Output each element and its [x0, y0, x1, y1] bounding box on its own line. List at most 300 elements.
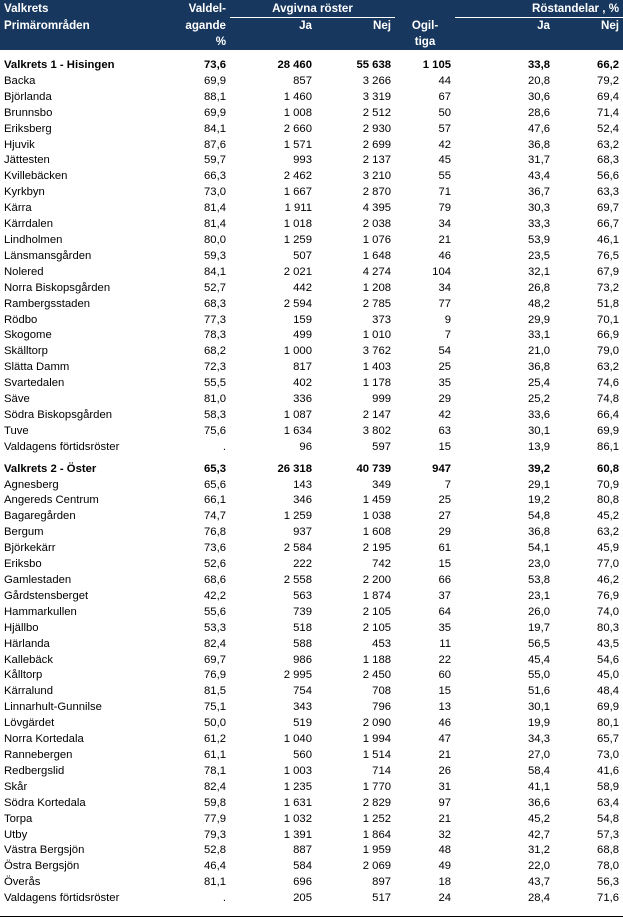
ja-votes-cell: 507: [293, 249, 312, 262]
valdeltagande-cell: 84,1: [204, 265, 226, 278]
nej-share-cell: 63,2: [597, 526, 620, 539]
ja-votes-cell: 205: [293, 892, 312, 905]
table-row: [0, 796, 623, 812]
ja-votes-cell: 1 008: [283, 106, 312, 119]
area-name-cell: Eriksberg: [4, 122, 52, 135]
ja-votes-cell: 937: [293, 526, 312, 539]
ja-votes-cell: 887: [293, 844, 312, 857]
ogiltiga-cell: 42: [438, 408, 452, 421]
table-row: [0, 637, 623, 653]
valdeltagande-cell: 78,3: [204, 329, 226, 342]
ja-share-cell: 45,4: [528, 653, 551, 666]
ogiltiga-cell: 1 105: [422, 59, 452, 71]
ogiltiga-cell: 34: [438, 281, 452, 294]
ogiltiga-cell: 104: [432, 265, 452, 278]
table-row: [0, 344, 623, 360]
ja-votes-cell: 1 003: [283, 764, 312, 777]
nej-share-cell: 70,1: [597, 313, 620, 326]
valkrets-total-row: [0, 462, 623, 478]
nej-share-cell: 86,1: [597, 440, 620, 453]
ja-share-cell: 30,3: [528, 202, 551, 215]
ogiltiga-cell: 77: [438, 297, 452, 310]
valdeltagande-cell: 42,2: [204, 589, 226, 602]
valdeltagande-cell: 50,0: [204, 717, 226, 730]
table-row: [0, 138, 623, 154]
valdeltagande-cell: 75,1: [204, 701, 226, 714]
area-name-cell: Agnesberg: [4, 478, 59, 491]
area-name-cell: Valdagens förtidsröster: [4, 892, 120, 905]
nej-share-cell: 71,6: [597, 892, 620, 905]
nej-votes-cell: 1 208: [362, 281, 392, 294]
valdeltagande-cell: 46,4: [204, 860, 226, 873]
ogiltiga-cell: 55: [438, 170, 452, 183]
header-valdel-line2: agande: [168, 18, 230, 35]
table-row: [0, 716, 623, 732]
nej-share-cell: 66,7: [597, 218, 620, 231]
ogiltiga-cell: 7: [444, 478, 452, 491]
table-row: [0, 217, 623, 233]
nej-votes-cell: 2 069: [362, 860, 392, 873]
nej-votes-cell: 349: [372, 478, 392, 491]
table-row: [0, 748, 623, 764]
nej-share-cell: 77,0: [597, 558, 620, 571]
table-row: [0, 684, 623, 700]
area-name-cell: Länsmansgården: [4, 249, 92, 262]
ogiltiga-cell: 15: [438, 558, 452, 571]
area-name-cell: Björlanda: [4, 90, 52, 103]
ja-share-cell: 23,5: [528, 249, 551, 262]
nej-share-cell: 54,6: [597, 653, 620, 666]
ja-share-cell: 53,9: [528, 233, 551, 246]
table-row: [0, 653, 623, 669]
ogiltiga-cell: 44: [438, 74, 452, 87]
ja-votes-cell: 993: [293, 154, 312, 167]
ja-share-cell: 33,1: [528, 329, 551, 342]
nej-votes-cell: 2 870: [362, 186, 392, 199]
nej-votes-cell: 373: [372, 313, 392, 326]
nej-share-cell: 66,4: [597, 408, 620, 421]
ja-votes-cell: 588: [293, 637, 312, 650]
nej-share-cell: 45,0: [597, 669, 620, 682]
ja-share-cell: 27,0: [528, 748, 551, 761]
nej-share-cell: 45,2: [597, 510, 620, 523]
ogiltiga-cell: 61: [438, 542, 452, 555]
area-name-cell: Bergum: [4, 526, 44, 539]
valdeltagande-cell: 72,3: [204, 361, 226, 374]
nej-share-cell: 79,2: [597, 74, 620, 87]
area-name-cell: Gamlestaden: [4, 574, 72, 586]
ja-votes-cell: 1 040: [283, 733, 312, 746]
ja-votes-cell: 1 631: [283, 796, 312, 809]
ja-share-cell: 33,3: [528, 218, 551, 231]
nej-share-cell: 73,0: [597, 748, 620, 761]
area-name-cell: Valdagens förtidsröster: [4, 440, 120, 453]
valdeltagande-cell: 73,6: [204, 59, 226, 71]
area-name-cell: Södra Biskopsgården: [4, 408, 113, 421]
valdeltagande-cell: 58,3: [204, 408, 226, 421]
table-row: [0, 764, 623, 780]
ja-share-cell: 29,1: [528, 478, 551, 491]
nej-share-cell: 71,4: [597, 106, 620, 119]
area-name-cell: Jättesten: [4, 154, 50, 167]
nej-votes-cell: 55 638: [356, 59, 392, 71]
ja-votes-cell: 26 318: [277, 462, 312, 475]
table-row: [0, 589, 623, 605]
table-row: [0, 493, 623, 509]
ogiltiga-cell: 7: [444, 329, 452, 342]
ja-votes-cell: 1 235: [283, 780, 312, 793]
valdeltagande-cell: 84,1: [204, 122, 226, 135]
ja-share-cell: 19,9: [528, 717, 551, 730]
valdeltagande-cell: 75,6: [204, 424, 226, 437]
nej-votes-cell: 1 403: [362, 361, 392, 374]
ogiltiga-cell: 48: [438, 844, 452, 857]
header-valdel-line3: %: [168, 34, 230, 50]
area-name-cell: Angereds Centrum: [4, 494, 99, 507]
ogiltiga-cell: 34: [438, 218, 452, 231]
ja-share-cell: 29,9: [528, 313, 551, 326]
nej-votes-cell: 796: [372, 701, 392, 714]
table-row: [0, 573, 623, 589]
nej-votes-cell: 1 994: [362, 733, 392, 746]
valdeltagande-cell: 66,3: [204, 170, 226, 183]
nej-votes-cell: 1 178: [362, 377, 392, 390]
valdeltagande-cell: 59,8: [204, 796, 226, 809]
ja-votes-cell: 159: [293, 313, 312, 326]
nej-votes-cell: 1 770: [362, 780, 392, 793]
ogiltiga-cell: 11: [439, 637, 452, 650]
valdeltagande-cell: .: [222, 440, 226, 453]
header-blank: [316, 34, 395, 50]
area-name-cell: Valkrets 2 - Öster: [4, 462, 97, 475]
nej-votes-cell: 2 137: [362, 154, 392, 167]
ja-share-cell: 31,7: [528, 154, 551, 167]
nej-share-cell: 63,3: [597, 186, 620, 199]
ogiltiga-cell: 79: [438, 202, 452, 215]
area-name-cell: Hjällbo: [4, 621, 39, 634]
area-name-cell: Nolered: [4, 265, 44, 278]
nej-share-cell: 57,3: [597, 828, 620, 841]
nej-votes-cell: 597: [372, 440, 392, 453]
nej-votes-cell: 453: [372, 637, 392, 650]
nej-share-cell: 73,2: [597, 281, 620, 294]
ogiltiga-cell: 25: [438, 361, 452, 374]
table-row: [0, 265, 623, 281]
header-ja: Ja: [230, 18, 316, 35]
valdeltagande-cell: 59,7: [204, 154, 226, 167]
ogiltiga-cell: 46: [438, 249, 452, 262]
nej-share-cell: 78,0: [597, 860, 620, 873]
ja-votes-cell: 1 259: [283, 510, 312, 523]
area-name-cell: Södra Kortedala: [4, 796, 86, 809]
nej-votes-cell: 3 762: [362, 345, 392, 358]
nej-votes-cell: 1 874: [362, 589, 392, 602]
nej-share-cell: 46,2: [597, 574, 620, 586]
header-ja-pct: Ja: [455, 18, 554, 35]
nej-share-cell: 74,8: [597, 393, 620, 406]
table-row: [0, 201, 623, 217]
ja-share-cell: 33,8: [528, 59, 551, 71]
ogiltiga-cell: 21: [438, 812, 452, 825]
ja-votes-cell: 143: [293, 478, 312, 491]
ogiltiga-cell: 46: [438, 717, 452, 730]
nej-share-cell: 63,4: [597, 796, 620, 809]
area-name-cell: Redbergslid: [4, 764, 65, 777]
area-name-cell: Tuve: [4, 424, 29, 437]
ja-share-cell: 45,2: [528, 812, 551, 825]
nej-share-cell: 56,3: [597, 876, 620, 889]
nej-votes-cell: 4 274: [362, 265, 392, 278]
ja-votes-cell: 1 634: [283, 424, 312, 437]
ja-share-cell: 54,8: [528, 510, 551, 523]
table-row: [0, 328, 623, 344]
valdeltagande-cell: 74,7: [204, 510, 226, 523]
header-ogil-line1: Ogil-: [395, 18, 455, 35]
ja-share-cell: 30,1: [528, 424, 551, 437]
area-name-cell: Norra Biskopsgården: [4, 281, 111, 294]
area-name-cell: Kvillebäcken: [4, 170, 68, 183]
area-name-cell: Rambergsstaden: [4, 297, 91, 310]
header-blank: [455, 34, 554, 50]
ogiltiga-cell: 47: [438, 733, 452, 746]
area-name-cell: Svartedalen: [4, 377, 65, 390]
nej-share-cell: 66,2: [597, 59, 620, 71]
valdeltagande-cell: 73,0: [204, 186, 226, 199]
nej-share-cell: 63,2: [597, 361, 620, 374]
ogiltiga-cell: 31: [438, 780, 452, 793]
ogiltiga-cell: 15: [438, 440, 452, 453]
ja-share-cell: 47,6: [528, 122, 551, 135]
valdeltagande-cell: 77,3: [204, 313, 226, 326]
nej-votes-cell: 897: [372, 876, 392, 889]
area-name-cell: Hjuvik: [4, 138, 35, 151]
nej-votes-cell: 1 252: [362, 812, 392, 825]
ja-votes-cell: 2 594: [283, 297, 312, 310]
nej-share-cell: 70,9: [597, 478, 620, 491]
valdeltagande-cell: 73,6: [204, 542, 226, 555]
nej-votes-cell: 1 608: [362, 526, 392, 539]
ogiltiga-cell: 32: [438, 828, 452, 841]
nej-share-cell: 67,9: [597, 265, 620, 278]
ogiltiga-cell: 24: [438, 892, 452, 905]
nej-votes-cell: 2 829: [362, 796, 392, 809]
table-row: [0, 812, 623, 828]
nej-share-cell: 69,7: [597, 202, 620, 215]
ja-share-cell: 32,1: [528, 265, 551, 278]
header-blank: [230, 34, 316, 50]
area-name-cell: Rannebergen: [4, 748, 73, 761]
nej-share-cell: 69,9: [597, 424, 620, 437]
nej-share-cell: 43,5: [597, 637, 620, 650]
ogiltiga-cell: 35: [438, 377, 452, 390]
table-row: [0, 780, 623, 796]
valdeltagande-cell: 69,9: [204, 74, 226, 87]
nej-votes-cell: 2 105: [362, 621, 392, 634]
valdeltagande-cell: 69,7: [204, 653, 226, 666]
valdeltagande-cell: 68,2: [204, 345, 226, 358]
header-empty: [395, 0, 455, 18]
nej-votes-cell: 1 648: [362, 249, 392, 262]
ja-share-cell: 13,9: [528, 440, 551, 453]
table-row: [0, 478, 623, 494]
nej-share-cell: 69,4: [597, 90, 620, 103]
area-name-cell: Utby: [4, 828, 28, 841]
ja-share-cell: 22,0: [528, 860, 551, 873]
nej-share-cell: 56,6: [597, 170, 620, 183]
nej-share-cell: 68,8: [597, 844, 620, 857]
ja-votes-cell: 2 021: [283, 265, 312, 278]
ogiltiga-cell: 66: [438, 574, 452, 586]
ja-share-cell: 31,2: [528, 844, 551, 857]
ja-share-cell: 43,7: [528, 876, 551, 889]
nej-share-cell: 51,8: [597, 297, 620, 310]
valdeltagande-cell: 77,9: [204, 812, 226, 825]
ja-share-cell: 20,8: [528, 74, 551, 87]
nej-share-cell: 41,6: [597, 764, 620, 777]
ja-share-cell: 26,0: [528, 605, 551, 618]
ogiltiga-cell: 25: [438, 494, 452, 507]
valdeltagande-cell: 82,4: [204, 780, 226, 793]
nej-votes-cell: 2 105: [362, 605, 392, 618]
nej-votes-cell: 1 959: [362, 844, 392, 857]
ja-votes-cell: 518: [293, 621, 312, 634]
valdeltagande-cell: .: [222, 892, 226, 905]
area-name-cell: Kålltorp: [4, 669, 43, 682]
valdeltagande-cell: 82,4: [204, 637, 226, 650]
ja-votes-cell: 28 460: [277, 59, 312, 71]
nej-votes-cell: 2 090: [362, 717, 392, 730]
ja-share-cell: 30,6: [528, 90, 551, 103]
header-valdel-line1: Valdel-: [168, 0, 230, 18]
nej-votes-cell: 1 010: [362, 329, 392, 342]
ja-share-cell: 34,3: [528, 733, 551, 746]
ogiltiga-cell: 18: [438, 876, 452, 889]
ogiltiga-cell: 13: [438, 701, 452, 714]
valdeltagande-cell: 52,6: [204, 558, 226, 571]
area-name-cell: Bagaregården: [4, 510, 76, 523]
nej-share-cell: 79,0: [597, 345, 620, 358]
area-name-cell: Lövgärdet: [4, 717, 55, 730]
valdeltagande-cell: 55,6: [204, 605, 226, 618]
table-row: [0, 732, 623, 748]
table-row: [0, 360, 623, 376]
nej-share-cell: 69,9: [597, 701, 620, 714]
ja-votes-cell: 754: [293, 685, 312, 698]
nej-votes-cell: 2 785: [362, 297, 392, 310]
ogiltiga-cell: 27: [438, 510, 452, 523]
nej-votes-cell: 1 076: [362, 233, 392, 246]
ja-votes-cell: 346: [293, 494, 312, 507]
ja-votes-cell: 96: [299, 440, 312, 453]
nej-votes-cell: 3 210: [362, 170, 392, 183]
ja-votes-cell: 1 018: [283, 218, 312, 231]
header-nej-pct: Nej: [554, 18, 623, 35]
ja-votes-cell: 1 391: [283, 828, 312, 841]
area-name-cell: Lindholmen: [4, 233, 63, 246]
table-row: [0, 668, 623, 684]
ja-votes-cell: 343: [293, 701, 312, 714]
ja-votes-cell: 2 660: [283, 122, 312, 135]
header-avgivna-roster: Avgivna röster: [230, 0, 395, 18]
valdeltagande-cell: 78,1: [204, 764, 226, 777]
table-row: [0, 440, 623, 456]
ja-votes-cell: 817: [293, 361, 312, 374]
header-ogil-line2: tiga: [395, 34, 455, 50]
ja-votes-cell: 986: [293, 653, 312, 666]
valdeltagande-cell: 81,4: [204, 218, 226, 231]
table-row: [0, 106, 623, 122]
ja-votes-cell: 2 462: [283, 170, 312, 183]
ja-share-cell: 28,6: [528, 106, 551, 119]
ja-votes-cell: 1 032: [283, 812, 312, 825]
nej-share-cell: 45,9: [597, 542, 620, 555]
ja-share-cell: 56,5: [528, 637, 551, 650]
header-blank: [554, 34, 623, 50]
valdeltagande-cell: 81,5: [204, 685, 226, 698]
ogiltiga-cell: 35: [438, 621, 452, 634]
nej-votes-cell: 2 200: [362, 574, 392, 586]
valdeltagande-cell: 68,3: [204, 297, 226, 310]
table-row: [0, 153, 623, 169]
spacer-cell: [0, 50, 623, 58]
nej-votes-cell: 1 038: [362, 510, 392, 523]
area-name-cell: Västra Bergsjön: [4, 844, 85, 857]
ja-share-cell: 41,1: [528, 780, 551, 793]
area-name-cell: Linnarhult-Gunnilse: [4, 701, 102, 714]
nej-share-cell: 80,8: [597, 494, 620, 507]
ogiltiga-cell: 42: [438, 138, 452, 151]
nej-share-cell: 60,8: [597, 462, 620, 475]
ogiltiga-cell: 49: [438, 860, 452, 873]
nej-votes-cell: 2 450: [362, 669, 392, 682]
ja-votes-cell: 2 995: [283, 669, 312, 682]
table-row: [0, 859, 623, 875]
ogiltiga-cell: 947: [432, 462, 452, 475]
valdeltagande-cell: 76,8: [204, 526, 226, 539]
ogiltiga-cell: 29: [438, 393, 452, 406]
ja-votes-cell: 584: [293, 860, 312, 873]
nej-votes-cell: 2 699: [362, 138, 392, 151]
nej-votes-cell: 2 195: [362, 542, 392, 555]
table-row: [0, 169, 623, 185]
ja-share-cell: 26,8: [528, 281, 551, 294]
valkrets-total-row: [0, 58, 623, 74]
ja-votes-cell: 1 911: [284, 202, 312, 215]
area-name-cell: Skår: [4, 780, 28, 793]
valdeltagande-cell: 53,3: [204, 621, 226, 634]
nej-share-cell: 66,9: [597, 329, 620, 342]
ja-votes-cell: 499: [293, 329, 312, 342]
table-header: [0, 0, 623, 50]
nej-share-cell: 52,4: [597, 122, 620, 135]
table-row: [0, 891, 623, 907]
valdeltagande-cell: 69,9: [204, 106, 226, 119]
table-row: [0, 424, 623, 440]
ja-share-cell: 36,8: [528, 526, 551, 539]
table-row: [0, 313, 623, 329]
ja-share-cell: 21,0: [528, 345, 551, 358]
table-row: [0, 408, 623, 424]
area-name-cell: Kallebäck: [4, 653, 53, 666]
nej-votes-cell: 3 319: [362, 90, 392, 103]
area-name-cell: Gårdstensberget: [4, 589, 89, 602]
ja-votes-cell: 519: [293, 717, 312, 730]
ja-votes-cell: 442: [293, 281, 312, 294]
ja-votes-cell: 336: [293, 393, 312, 406]
area-name-cell: Skogome: [4, 329, 52, 342]
nej-votes-cell: 2 147: [362, 408, 392, 421]
area-name-cell: Kärra: [4, 202, 32, 215]
